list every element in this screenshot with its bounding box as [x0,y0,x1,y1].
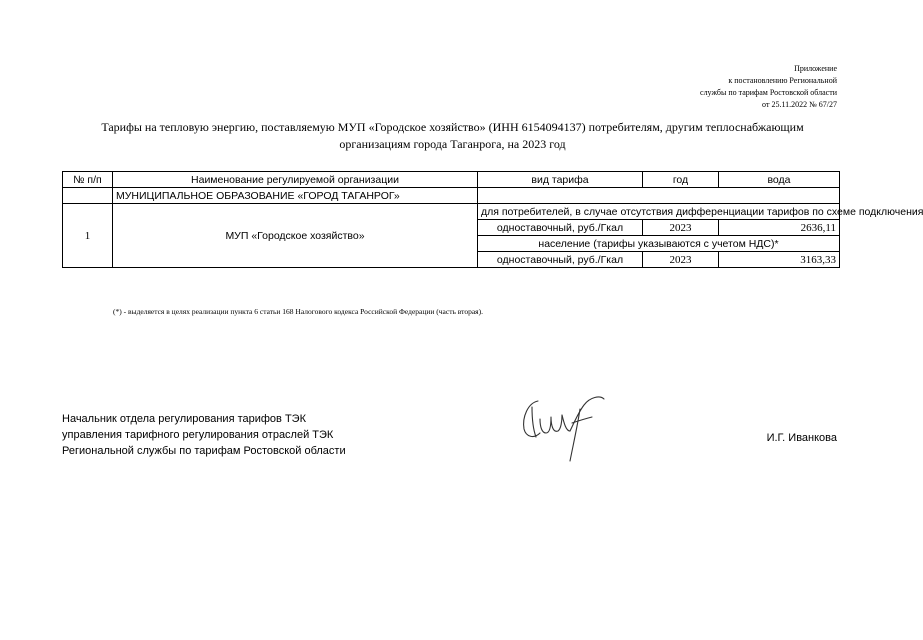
consumers-tariff-type: одноставочный, руб./Гкал [478,220,643,236]
document-title-line2: организациям города Таганрога, на 2023 год [339,137,566,151]
row-number: 1 [63,204,113,268]
document-title [40,119,865,153]
appendix-header [700,63,837,111]
appendix-line: от 25.11.2022 № 67/27 [762,100,837,109]
appendix-line: к постановлению Региональной [728,76,837,85]
municipality-empty-span [478,188,840,204]
population-value: 3163,33 [719,252,840,268]
signer-title [62,411,346,459]
header-type: вид тарифа [478,172,643,188]
header-water: вода [719,172,840,188]
municipality-row [63,188,840,204]
header-year: год [643,172,719,188]
signer-title-line: Начальник отдела регулирования тарифов ТЭК [62,413,306,425]
signer-title-line: управления тарифного регулирования отраслей ТЭК [62,429,334,441]
footnote: (*) - выделяется в целях реализации пункта 6 статьи 168 Налогового кодекса Российской Федерации (часть вторая). [113,307,483,316]
appendix-line: Приложение [794,64,837,73]
header-org: Наименование регулируемой организации [113,172,478,188]
consumers-value: 2636,11 [719,220,840,236]
consumers-year: 2023 [643,220,719,236]
population-year: 2023 [643,252,719,268]
table-header-row [63,172,840,188]
municipality-empty-cell [63,188,113,204]
handwritten-signature [518,393,613,465]
consumers-note: для потребителей, в случае отсутствия дифференциации тарифов по схеме подключения [478,204,840,220]
header-num: № п/п [63,172,113,188]
table-row [63,204,840,220]
appendix-line: службы по тарифам Ростовской области [700,88,837,97]
signer-title-line: Региональной службы по тарифам Ростовской области [62,445,346,457]
tariff-table [62,171,923,268]
population-note: население (тарифы указываются с учетом НДС)* [478,236,840,252]
municipality-name: МУНИЦИПАЛЬНОЕ ОБРАЗОВАНИЕ «ГОРОД ТАГАНРОГ» [113,188,478,204]
document-title-line1: Тарифы на тепловую энергию, поставляемую МУП «Городское хозяйство» (ИНН 6154094137) потребителям, другим теплоснабжающим [101,120,804,134]
population-tariff-type: одноставочный, руб./Гкал [478,252,643,268]
organization-name: МУП «Городское хозяйство» [113,204,478,268]
signer-name: И.Г. Иванкова [766,432,837,444]
